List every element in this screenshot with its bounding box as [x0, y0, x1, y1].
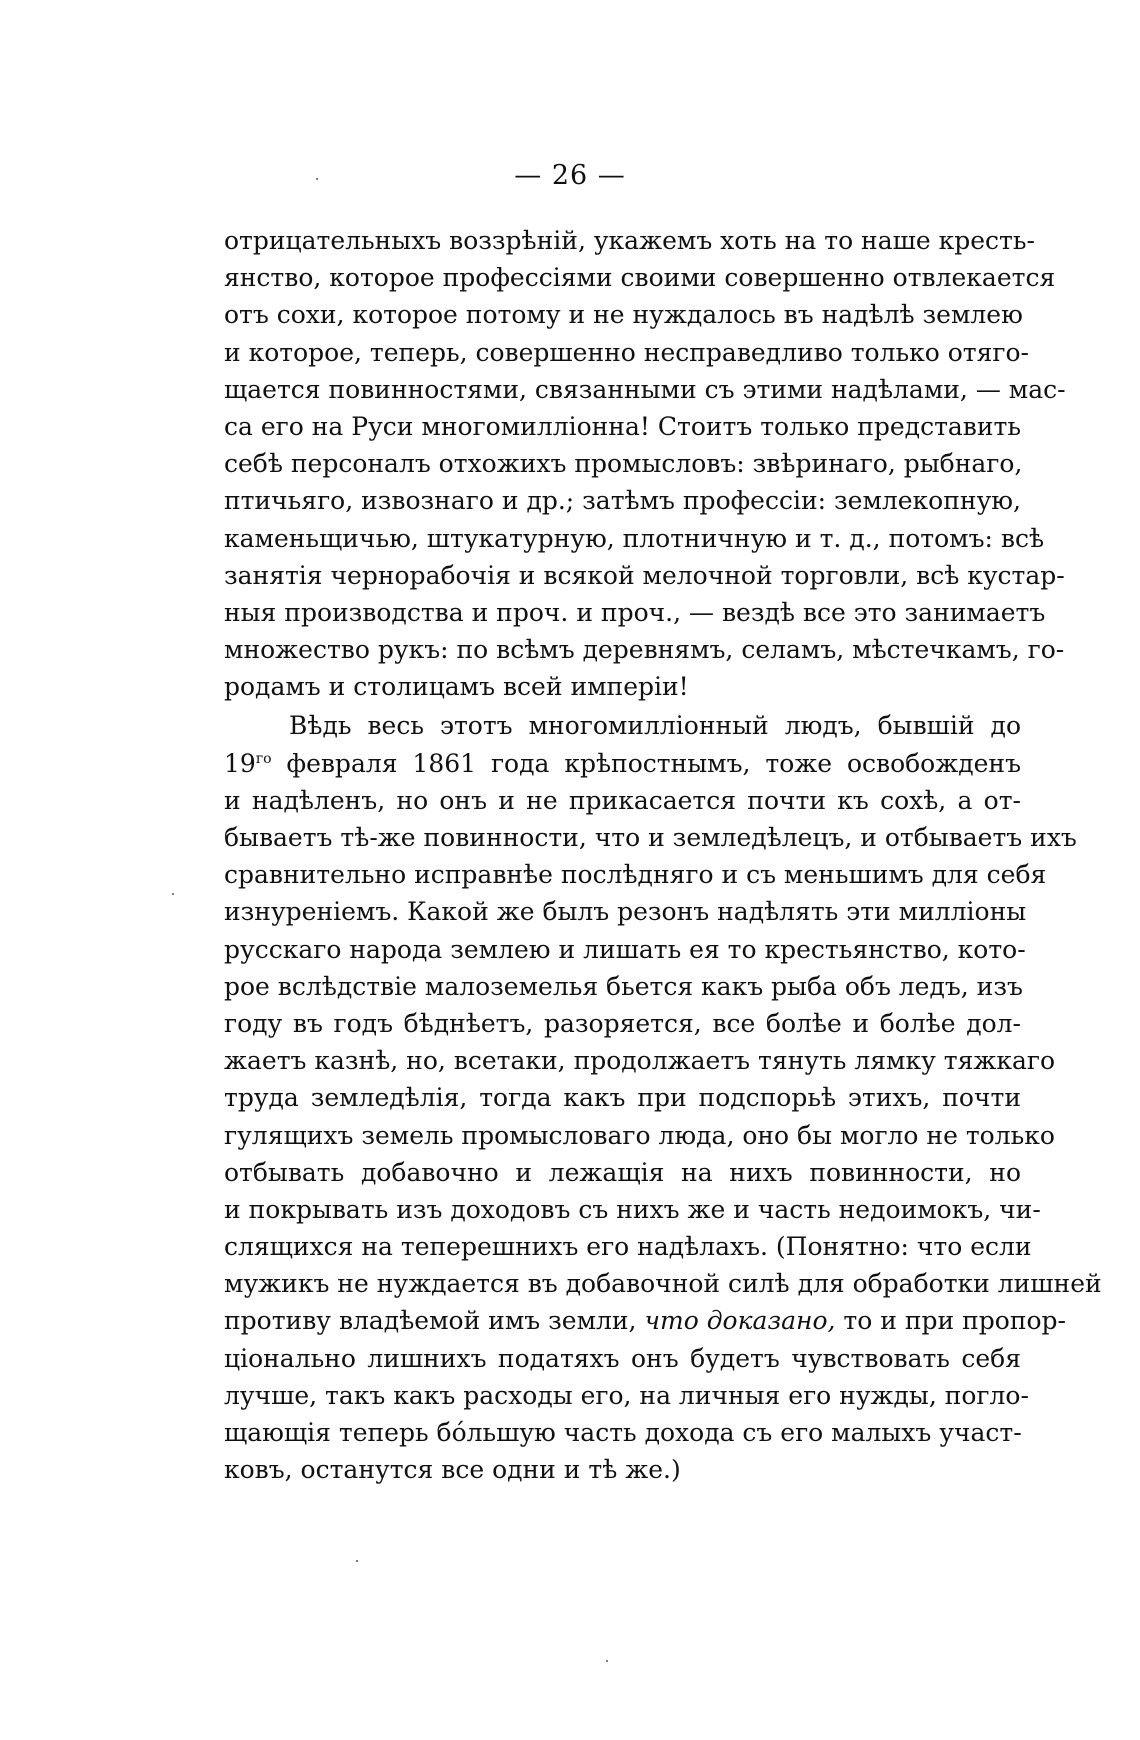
text-line: са его на Руси многомилліонна! Стоитъ только представить: [224, 411, 1021, 441]
scan-speck: [172, 893, 174, 895]
text-line: каменьщичью, штукатурную, плотничную и т. д., потомъ: всѣ: [224, 523, 1045, 553]
text-line: Вѣдь весь этотъ многомилліонный людъ, бывшій до: [289, 711, 1021, 741]
scan-speck: [356, 1560, 358, 1562]
text-line: жаетъ казнѣ, но, всетаки, продолжаетъ тянуть лямку тяжкаго: [224, 1046, 1056, 1076]
text-line: ковъ, останутся все одни и тѣ же.): [224, 1455, 681, 1485]
text-line-date: [224, 745, 1021, 782]
text-line: и которое, теперь, совершенно несправедливо только отяго-: [224, 337, 1029, 367]
text-line: щающія теперь бóльшую часть дохода съ его малыхъ участ-: [224, 1418, 1022, 1447]
text-line: себѣ персоналъ отхожихъ промысловъ: звѣринаго, рыбнаго,: [224, 449, 1023, 479]
text-line: году въ годъ бѣднѣетъ, разоряется, все болѣе и болѣе дол-: [224, 1008, 1021, 1038]
body-text: [224, 222, 1102, 1488]
page-number: — 26 —: [514, 160, 626, 191]
text-line: мужикъ не нуждается въ добавочной силѣ для обработки лишней: [224, 1269, 1102, 1299]
text-line: отбывать добавочно и лежащія на нихъ повинности, но: [224, 1157, 1021, 1187]
text-line: отъ сохи, которое потому и не нуждалось въ надѣлѣ землею: [224, 300, 1023, 330]
text-line: гулящихъ земель промысловаго люда, оно бы могло не только: [224, 1120, 1055, 1150]
text-line: бываетъ тѣ-же повинности, что и земледѣлецъ, и отбываетъ ихъ: [224, 823, 1077, 852]
text-line: множество рукъ: по всѣмъ деревнямъ, селамъ, мѣстечкамъ, го-: [224, 635, 1065, 665]
paragraph-1: [224, 222, 1066, 705]
date-number: 19: [224, 748, 256, 778]
text-line: русскаго народа землею и лишать ея то крестьянство, кото-: [224, 934, 1026, 964]
paragraph-2: [224, 707, 1102, 1488]
text-line: птичьяго, извознаго и др.; затѣмъ профессіи: землекопную,: [224, 486, 1021, 516]
text-line: ныя производства и проч. и проч., — вездѣ все это занимаетъ: [224, 597, 1046, 627]
text-line: занятія чернорабочія и всякой мелочной торговли, всѣ кустар-: [224, 560, 1065, 590]
italic-before: противу владѣемой имъ земли,: [224, 1306, 637, 1336]
date-ordinal: го: [255, 750, 272, 767]
text-line: отрицательныхъ воззрѣній, укажемъ хоть на то наше кресть-: [224, 226, 1035, 255]
text-line: янство, которое профессіями своими совершенно отвлекается: [224, 263, 1056, 293]
italic-phrase: что доказано,: [644, 1306, 836, 1336]
text-line: труда земледѣлія, тогда какъ при подспорьѣ этихъ, почти: [224, 1083, 1021, 1113]
scan-speck: [606, 1660, 608, 1662]
text-line: и покрывать изъ доходовъ съ нихъ же и часть недоимокъ, чи-: [224, 1194, 1041, 1224]
italic-after: то и при пропор-: [843, 1306, 1067, 1336]
text-line: ціонально лишнихъ податяхъ онъ будетъ чувствовать себя: [224, 1343, 1021, 1373]
text-line: сравнительно исправнѣе послѣдняго и съ меньшимъ для себя: [224, 860, 1047, 890]
text-line: слящихся на теперешнихъ его надѣлахъ. (Понятно: что если: [224, 1232, 1032, 1262]
text-line-italic: [224, 1302, 1067, 1339]
text-line: и надѣленъ, но онъ и не прикасается почти къ сохѣ, а от-: [224, 785, 1021, 815]
text-line: рое вслѣдствіе малоземелья бьется какъ рыба объ ледъ, изъ: [224, 971, 1023, 1001]
text-line: изнуреніемъ. Какой же былъ резонъ надѣлять эти милліоны: [224, 897, 1027, 927]
text-line: родамъ и столицамъ всей имперіи!: [224, 672, 689, 702]
text-line: щается повинностями, связанными съ этими надѣлами, — мас-: [224, 374, 1066, 404]
scan-speck: [316, 178, 318, 180]
date-rest: февраля 1861 года крѣпостнымъ, тоже освобожденъ: [271, 748, 1021, 778]
text-line: лучше, такъ какъ расходы его, на личныя его нужды, погло-: [224, 1380, 1029, 1410]
